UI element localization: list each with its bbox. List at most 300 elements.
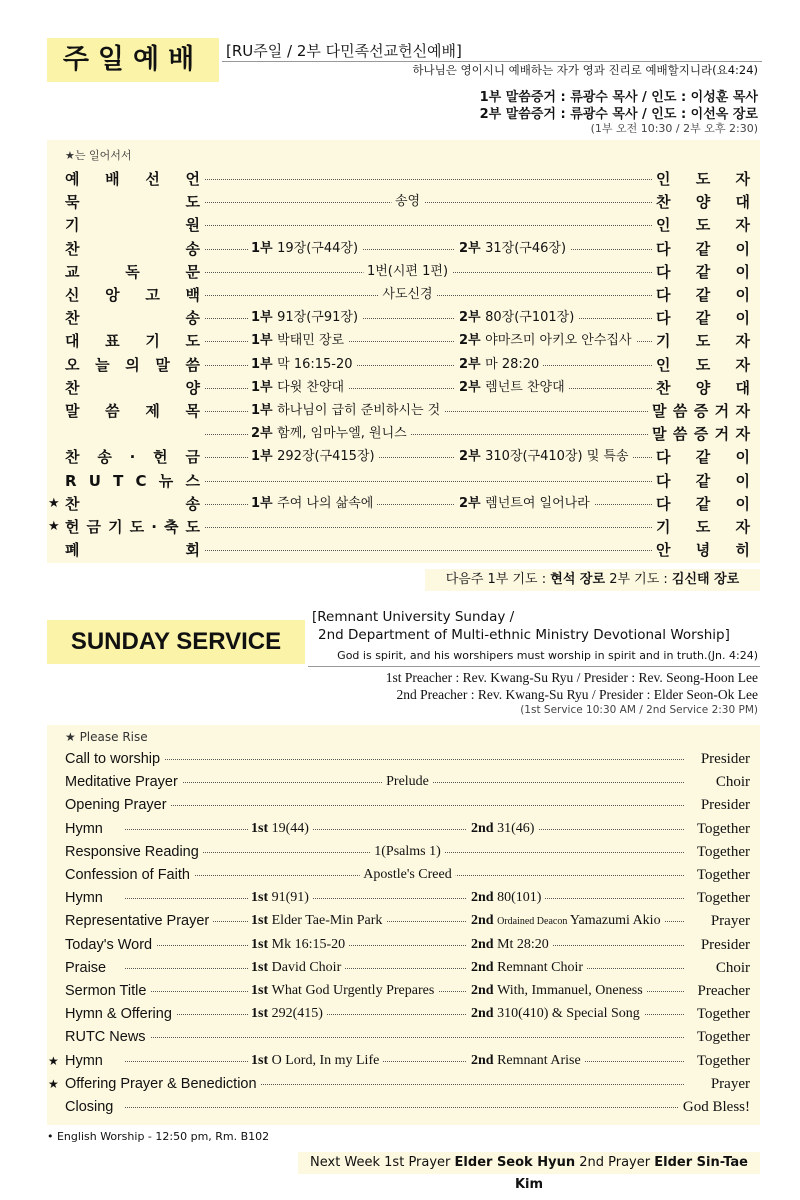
service-item-label [65,307,200,329]
first-service-detail [249,356,357,374]
first-service-detail [249,820,313,838]
second-service-detail [455,448,633,466]
label-char: 표 [105,332,120,351]
service-row [65,841,750,863]
leader-char: 대 [735,378,750,397]
service-item-label-text [65,516,200,538]
second-service-text: 80(101) [497,890,542,906]
service-item-leader-text [656,446,750,468]
service-row [65,818,750,840]
second-service-detail [455,495,594,513]
leader-line [125,1061,684,1062]
english-verse: God is spirit, and his worshipers must worship in spirit and in truth.(Jn. 4:24) [337,649,758,662]
leader-char: 같 [695,239,711,258]
leader-char: 증 [693,402,709,420]
service-item-label [65,934,156,956]
first-service-tag: 1부 [251,356,278,372]
korean-preacher-2: 2부 말씀증거 : 류광수 목사 / 인도 : 이선옥 장로 [479,107,758,122]
service-item-leader [652,307,750,329]
leader-char: 이 [735,262,750,281]
service-item-leader-text [656,330,750,352]
english-service-times: (1st Service 10:30 AM / 2nd Service 2:30 PM) [520,704,758,716]
label-char: · [129,448,136,467]
first-service-detail [249,240,362,258]
english-subtitle-line-1: [Remnant University Sunday / [312,609,515,625]
leader-char: 찬 [656,378,671,397]
label-char: 송 [185,239,200,258]
label-char: 말 [155,355,170,374]
service-item-label-text [65,377,200,399]
first-service-tag: 1부 [251,240,278,256]
second-service-detail [249,425,411,443]
service-item-label-text [65,191,200,213]
label-char: 언 [185,170,200,188]
first-service-tag: 1부 [251,403,278,418]
korean-next-week-prefix: 다음주 1부 기도 : [445,572,547,587]
service-row [65,887,750,909]
service-item-label [65,1026,150,1048]
label-char: 기 [65,216,80,235]
service-item-label-text [65,238,200,260]
first-service-detail [249,1052,383,1070]
service-item-label-text: Hymn [65,1052,103,1069]
leader-char: 이 [735,286,750,304]
service-item-leader: Preacher [694,980,750,1002]
service-item-label-text: Responsive Reading [65,843,199,860]
second-service-text: 310장(구410장) 및 특송 [485,449,629,465]
service-item-label-text [65,214,200,236]
label-char: T [113,471,124,490]
service-row [65,238,750,260]
first-service-tag: 1st [251,959,272,975]
english-preacher-1: 1st Preacher : Rev. Kwang-Su Ryu / Presider : Rev. Seong-Hoon Lee [385,670,758,685]
second-service-tag: 2nd [471,936,498,952]
service-item-leader-text [656,493,750,515]
first-service-detail [249,959,345,977]
english-subtitle-line-2: 2nd Department of Multi-ethnic Ministry Devotional Worship] [318,627,730,643]
second-service-tag: 2부 [459,449,486,465]
service-row [65,748,750,770]
leader-char: 찬 [656,193,671,212]
leader-char: 같 [695,286,711,304]
english-worship-note: • English Worship - 12:50 pm, Rm. B102 [47,1130,270,1143]
english-title: SUNDAY SERVICE [47,620,305,664]
leader-line [125,898,684,899]
service-row [65,934,750,956]
leader-line [205,550,654,551]
first-service-tag: 1st [251,913,272,929]
service-item-leader [652,493,750,515]
first-service-text: 다윗 찬양대 [277,379,345,395]
korean-rise-note: ★는 일어서서 [65,149,132,162]
service-item-leader: Together [693,1050,750,1072]
first-service-detail [249,448,379,466]
label-char: 씀 [185,355,200,374]
second-service-text: 310(410) & Special Song [497,1006,640,1022]
label-char: 회 [185,541,200,560]
leader-line [205,481,654,482]
service-item-leader: Together [693,818,750,840]
service-item-label-text: Representative Prayer [65,913,210,930]
second-service-detail [455,332,636,350]
label-char: 신 [65,286,80,304]
star-icon: ★ [48,1076,59,1091]
service-item-leader [652,284,750,306]
service-item-center: 1번(시편 1편) [363,263,452,281]
star-icon: ★ [48,1053,59,1068]
label-char: 독 [125,262,140,281]
service-item-label [65,214,200,236]
first-service-tag: 1부 [251,310,278,326]
label-char: 송 [185,494,200,513]
leader-char: 거 [714,402,730,420]
leader-char: 도 [695,332,711,351]
label-char: U [88,471,101,490]
second-service-detail [467,820,538,838]
korean-next-week-mid: 2부 기도 : [609,572,668,587]
leader-char: 기 [656,518,671,536]
service-row [65,168,750,190]
leader-char: 양 [695,193,711,212]
leader-char: 자 [735,402,750,420]
first-service-text: 주여 나의 삶속에 [277,495,374,511]
label-char: 씀 [105,402,120,420]
service-item-label-text [65,470,200,492]
second-service-text: 마 28:20 [485,356,540,372]
first-service-detail [249,889,313,907]
service-row [65,910,750,932]
label-char: 양 [185,378,200,397]
leader-char: 다 [656,262,671,281]
service-item-label-text: Hymn [65,820,103,837]
service-row [65,1003,750,1025]
service-row [65,470,750,492]
first-service-tag: 1st [251,936,272,952]
service-item-label [48,1050,107,1072]
second-service-text: Mt 28:20 [497,936,549,952]
second-service-text: With, Immanuel, Oneness [497,983,643,998]
second-service-tag: 2nd [471,913,498,929]
service-item-label [65,446,200,468]
first-service-text: 박태민 장로 [277,333,345,349]
service-item-leader: Prayer [707,1073,750,1095]
english-next-week-name-1: Elder Seok Hyun [454,1155,576,1170]
first-service-tag: 1부 [251,495,278,511]
first-service-tag: 1st [251,820,272,836]
service-row [65,214,750,236]
second-service-tag: 2nd [471,820,498,836]
first-service-text: 292(415) [271,1006,323,1022]
leader-char: 녕 [695,541,711,560]
service-row [65,446,750,468]
service-item-leader-text [652,400,750,422]
label-char: 배 [105,170,120,188]
label-char: 선 [145,170,160,188]
korean-next-week [425,569,760,591]
service-item-label-text: Hymn [65,890,103,907]
label-char: 도 [185,332,200,351]
second-service-text: 31(46) [497,820,535,836]
service-item-leader: Presider [697,748,750,770]
english-rise-note: ★ Please Rise [65,730,148,744]
leader-line [125,945,684,946]
leader-char: 자 [735,170,750,188]
service-item-label-text [65,446,200,468]
service-item-label-text [65,168,200,190]
service-item-label-text: Call to worship [65,751,161,767]
leader-line [205,202,654,203]
label-char: 찬 [65,239,80,258]
leader-char: 같 [695,448,711,467]
service-item-label [65,284,200,306]
service-row [48,1073,750,1095]
service-item-leader: Presider [697,794,750,816]
label-char: 예 [65,170,80,188]
second-service-tag: 2nd [471,890,498,906]
service-row [65,794,750,816]
second-service-detail [455,240,570,258]
service-item-label-text: Sermon Title [65,983,147,999]
leader-line [125,805,684,806]
service-item-leader [652,238,750,260]
service-row [48,493,750,515]
leader-char: 인 [656,355,671,374]
leader-char: 같 [695,494,711,513]
first-service-detail [249,936,349,954]
korean-service-times: (1부 오전 10:30 / 2부 오후 2:30) [590,122,758,135]
service-item-leader: Prayer [707,910,750,932]
first-service-text: Mk 16:15-20 [271,936,346,952]
leader-char: 이 [735,471,750,490]
service-item-leader [652,191,750,213]
service-item-label [65,957,110,979]
leader-char: 이 [735,448,750,467]
second-service-text: 31장(구46장) [485,240,567,256]
second-service-tag: 2부 [459,495,486,511]
english-next-week-name-2: Elder Sin-Tae Kim [514,1155,748,1192]
service-item-label-text: Hymn & Offering [65,1006,172,1023]
label-char: 찬 [65,494,80,513]
service-item-label [65,168,200,190]
service-item-label [65,794,171,816]
leader-char: 도 [695,170,711,188]
leader-char: 말 [652,425,667,444]
label-char: 찬 [65,309,80,328]
service-item-leader [652,261,750,283]
label-char: 백 [185,286,200,304]
first-service-text: What God Urgently Prepares [271,983,435,998]
leader-char: 도 [695,216,711,235]
service-item-leader-text [656,214,750,236]
english-header-rule [308,666,760,667]
service-row [48,1050,750,1072]
service-item-leader-text [656,284,750,306]
service-item-label [65,377,200,399]
first-service-tag: 1st [251,983,272,998]
leader-char: 자 [735,425,750,444]
second-service-tag: 2부 [459,240,486,256]
service-row [65,284,750,306]
leader-char: 이 [735,239,750,258]
second-service-detail [467,959,587,977]
label-char: 제 [145,402,160,420]
service-item-leader [648,423,750,445]
service-row [65,1026,750,1048]
first-service-text: 19(44) [271,820,309,836]
service-item-leader: Choir [712,771,750,793]
service-item-leader-text [656,261,750,283]
first-service-text: David Choir [271,959,342,975]
label-char: 목 [185,402,200,420]
korean-subtitle: [RU주일 / 2부 다민족선교헌신예배] [226,42,462,60]
first-service-text: 하나님이 급히 준비하시는 것 [277,403,441,418]
leader-char: 다 [656,239,671,258]
label-char: C [135,471,147,490]
service-row [65,539,750,561]
korean-verse: 하나님은 영이시니 예배하는 자가 영과 진리로 예배할지니라(요4:24) [412,63,758,77]
leader-char: 자 [735,216,750,235]
service-item-leader [652,539,750,561]
second-service-detail [467,889,545,907]
second-service-detail [455,379,569,397]
label-char: 대 [65,332,80,351]
service-item-leader [652,446,750,468]
service-item-leader: God Bless! [679,1096,750,1118]
service-row [65,957,750,979]
first-service-detail [249,982,438,1000]
service-item-label [48,493,200,515]
service-item-label [65,818,107,840]
label-char: 말 [65,402,80,420]
label-char: 금 [86,518,102,536]
star-icon: ★ [48,519,60,534]
leader-char: 씀 [672,425,688,444]
leader-char: 기 [656,332,671,351]
service-item-leader [652,214,750,236]
service-row [65,354,750,376]
service-item-leader: Together [693,1026,750,1048]
service-item-leader-text [656,191,750,213]
service-item-label [65,238,200,260]
leader-char: 다 [656,471,671,490]
service-item-center: 1(Psalms 1) [370,843,445,861]
service-item-label [65,354,200,376]
second-service-text: 렘넌트여 일어나라 [485,495,590,511]
star-icon: ★ [48,495,60,511]
label-char: 축 [163,518,179,536]
service-row [65,864,750,886]
second-service-detail [467,1052,585,1070]
label-char: 도 [185,518,200,536]
label-char: 폐 [65,541,80,560]
second-service-detail [467,936,553,954]
service-item-label [65,910,213,932]
first-service-detail [249,332,348,350]
service-item-label-text [65,539,200,561]
service-item-leader: Choir [712,957,750,979]
leader-char: 자 [735,355,750,374]
service-item-leader-text [656,238,750,260]
first-service-detail [249,379,348,397]
service-item-label-text: Opening Prayer [65,797,167,814]
leader-line [205,225,654,226]
service-row [65,423,750,445]
service-item-center: 송영 [391,193,424,211]
second-service-tag: 2nd [471,1052,498,1068]
second-service-text: 야마즈미 아키오 안수집사 [485,333,632,349]
english-next-week [298,1152,760,1192]
second-service-tag: 2nd [471,1006,498,1022]
second-service-tag: 2nd [471,983,498,998]
label-char: 뉴 [158,471,174,490]
leader-char: 같 [695,262,711,281]
leader-line [125,968,684,969]
second-service-tag: 2nd [471,959,498,975]
second-service-tag: 2부 [459,333,486,349]
leader-char: 같 [695,471,711,490]
label-char: 금 [185,448,200,467]
leader-char: 이 [735,309,750,328]
service-row [65,191,750,213]
label-char: 오 [65,355,80,374]
service-item-label-text: Praise [65,959,107,976]
first-service-tag: 1부 [251,333,278,349]
label-char: 고 [145,286,160,304]
label-char: 도 [185,193,200,212]
first-service-detail [249,495,377,513]
service-item-leader: Together [693,841,750,863]
first-service-text: 91장(구91장) [277,310,359,326]
second-service-tag: 2부 [459,356,486,372]
second-service-text: Remnant Arise [497,1052,581,1068]
service-item-label [65,330,200,352]
service-item-label-text: Offering Prayer & Benediction [65,1075,257,1092]
label-char: 원 [185,216,200,235]
korean-preacher-1: 1부 말씀증거 : 류광수 목사 / 인도 : 이성훈 목사 [479,90,758,105]
leader-char: 말 [652,402,667,420]
service-item-leader-text [656,307,750,329]
leader-char: 다 [656,286,671,304]
service-item-leader-text [656,354,750,376]
leader-char: 씀 [672,402,688,420]
leader-char: 양 [695,378,711,397]
label-char: 교 [65,262,80,281]
english-preacher-2: 2nd Preacher : Rev. Kwang-Su Ryu / Presider : Elder Seon-Ok Lee [396,687,758,702]
service-row [65,400,750,422]
service-item-leader [652,516,750,538]
first-service-tag: 1부 [251,449,278,465]
service-item-label [65,400,200,422]
service-row [65,377,750,399]
leader-line [125,759,684,760]
service-item-leader: Presider [697,934,750,956]
service-row [65,307,750,329]
label-char: 송 [185,309,200,328]
label-char: 기 [145,332,160,351]
leader-line [125,1107,684,1108]
service-item-label-text [65,284,200,306]
service-item-label-text [65,307,200,329]
leader-char: 인 [656,170,671,188]
service-item-label [65,841,203,863]
leader-char: 다 [656,494,671,513]
label-char: 묵 [65,193,80,212]
first-service-text: O Lord, In my Life [271,1052,380,1068]
service-row [65,1096,750,1118]
second-service-tag: 2부 [251,426,278,442]
service-item-center: Apostle's Creed [359,866,455,884]
service-item-label-text: RUTC News [65,1029,146,1046]
